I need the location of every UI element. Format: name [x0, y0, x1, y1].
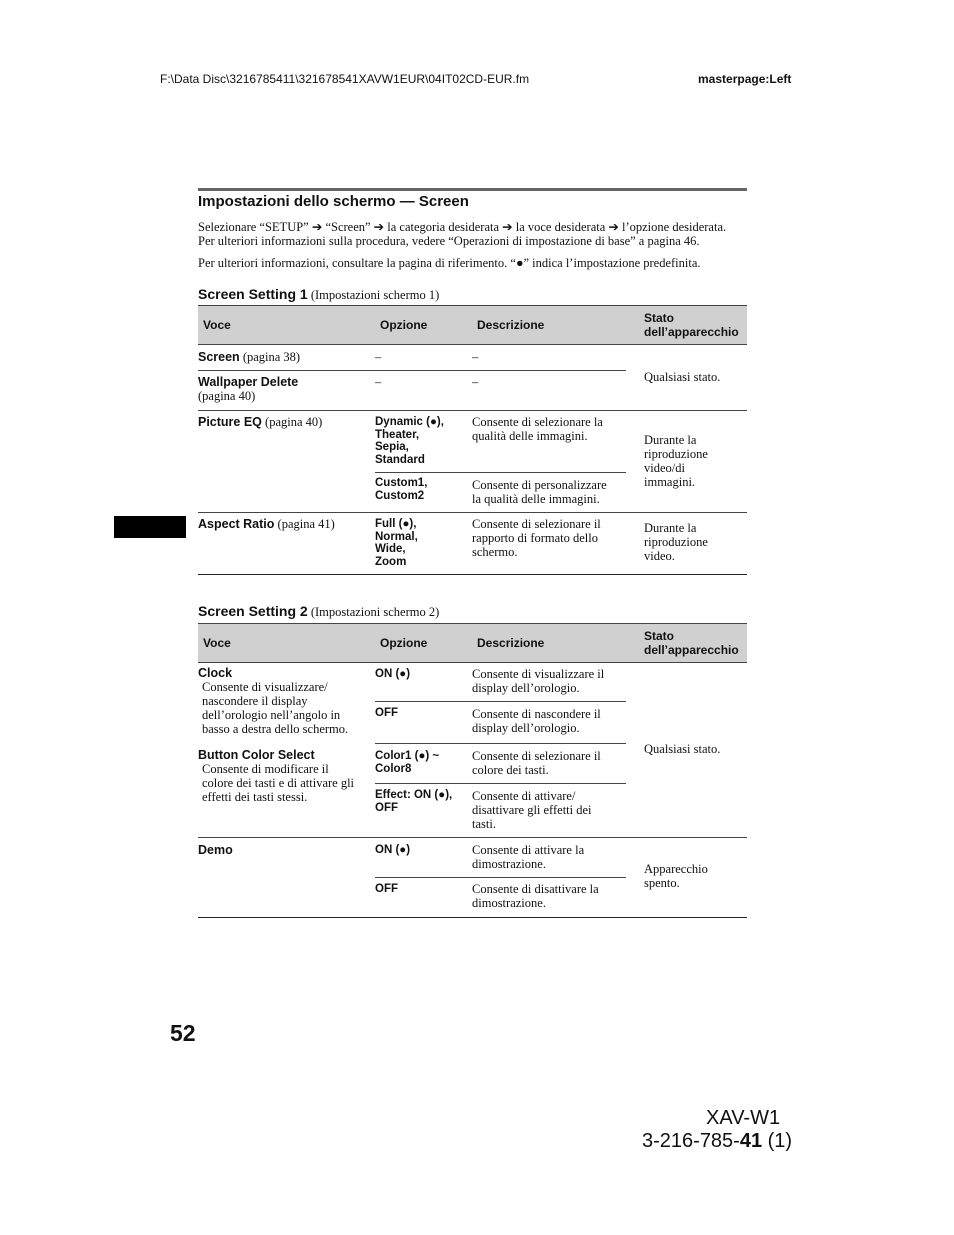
button-color-option-2	[375, 789, 452, 814]
intro-line-2: Per ulteriori informazioni sulla procedura, vedere “Operazioni di impostazione di base” a pagina 46.	[198, 234, 700, 248]
clock-label: Clock	[198, 666, 233, 680]
opt-line: OFF	[375, 801, 398, 814]
state-line: riproduzione	[644, 447, 708, 461]
wallpaper-label: Wallpaper Delete	[198, 375, 299, 389]
page-number: 52	[170, 1020, 196, 1046]
opt-line: Normal,	[375, 530, 418, 543]
desc-line: Consente di attivare/	[472, 789, 576, 803]
desc-line: Consente di selezionare il	[472, 517, 601, 531]
demo-option-off: OFF	[375, 883, 398, 895]
col-header-voce: Voce	[203, 636, 231, 650]
row-divider	[375, 743, 626, 744]
opt-line: Color8	[375, 762, 412, 775]
button-color-desc-2	[472, 789, 592, 831]
desc-line: Consente di selezionare il	[472, 749, 601, 763]
row-divider	[375, 701, 626, 702]
col-header-stato-l2: dell’apparecchio	[644, 643, 739, 657]
desc-line: dimostrazione.	[472, 857, 546, 871]
desc-line: display dell’orologio.	[472, 721, 580, 735]
row-divider	[198, 837, 747, 838]
row-screen-option: –	[375, 350, 382, 364]
aspect-state	[644, 521, 708, 563]
row-clock-name	[198, 666, 348, 736]
desc-line: Consente di visualizzare il	[472, 667, 605, 681]
row-divider	[375, 877, 626, 878]
demo-desc-on	[472, 843, 584, 871]
clock-desc-on	[472, 667, 604, 695]
clock-option-on: ON (●)	[375, 668, 411, 680]
row-button-color-name	[198, 748, 354, 804]
wallpaper-ref: (pagina 40)	[198, 389, 256, 403]
state-line: Durante la	[644, 433, 697, 447]
col-header-stato	[644, 629, 739, 657]
row-divider	[375, 472, 626, 473]
model-name: XAV-W1	[706, 1107, 781, 1129]
desc-line: nascondere il display	[202, 694, 308, 708]
desc-line: colore dei tasti e di attivare gli	[202, 776, 355, 790]
desc-line: Consente di disattivare la	[472, 882, 599, 896]
table2-title-bold: Screen Setting 2	[198, 603, 308, 619]
desc-line: rapporto di formato dello	[472, 531, 599, 545]
row-aspect-name	[198, 517, 335, 531]
desc-line: dell’orologio nell’angolo in	[202, 708, 341, 722]
section-rule	[198, 188, 747, 191]
clock-option-off: OFF	[375, 707, 398, 719]
picture-eq-option-2	[375, 477, 427, 502]
part-code-suffix: (1)	[762, 1130, 793, 1152]
state-line: spento.	[644, 876, 680, 890]
picture-eq-desc-1	[472, 415, 603, 443]
col-header-opzione: Opzione	[380, 636, 428, 650]
row-demo-name	[198, 843, 233, 857]
desc-line: qualità delle immagini.	[472, 429, 588, 443]
button-color-desc-1	[472, 749, 601, 777]
opt-line: Custom2	[375, 489, 425, 502]
aspect-desc	[472, 517, 601, 559]
part-code	[642, 1130, 792, 1153]
opt-line: Custom1,	[375, 477, 428, 489]
desc-line: colore dei tasti.	[472, 763, 549, 777]
desc-line: la qualità delle immagini.	[472, 492, 600, 506]
demo-label: Demo	[198, 843, 233, 857]
screen-ref: (pagina 38)	[242, 350, 301, 364]
demo-desc-off	[472, 882, 599, 910]
button-color-label: Button Color Select	[198, 748, 315, 762]
desc-line: effetti dei tasti stessi.	[202, 790, 308, 804]
col-header-stato-l1: Stato	[644, 311, 674, 325]
col-header-stato-l2: dell’apparecchio	[644, 325, 739, 339]
table1	[198, 305, 747, 577]
col-header-opzione: Opzione	[380, 318, 428, 332]
desc-line: tasti.	[472, 817, 496, 831]
table1-header	[198, 305, 747, 345]
aspect-option	[375, 518, 418, 568]
row-wallpaper-name	[198, 375, 298, 403]
state-line: riproduzione	[644, 535, 708, 549]
row-divider	[375, 783, 626, 784]
opt-line: Standard	[375, 453, 425, 466]
state-any-2: Qualsiasi stato.	[644, 742, 721, 756]
clock-description	[198, 680, 348, 736]
col-header-descrizione: Descrizione	[477, 636, 545, 650]
desc-line: schermo.	[472, 545, 518, 559]
demo-state	[644, 862, 708, 890]
button-color-description	[198, 762, 354, 804]
desc-line: Consente di modificare il	[202, 762, 329, 776]
picture-eq-ref: (pagina 40)	[265, 415, 323, 429]
opt-line: Dynamic (●),	[375, 416, 444, 428]
picture-eq-label: Picture EQ	[198, 415, 262, 429]
aspect-label: Aspect Ratio	[198, 517, 275, 531]
table2-header	[198, 623, 747, 663]
col-header-stato-l1: Stato	[644, 629, 674, 643]
table2-bottom-rule	[198, 917, 747, 918]
section-title: Impostazioni dello schermo — Screen	[198, 193, 469, 210]
row-divider	[198, 370, 626, 371]
opt-line: Wide,	[375, 543, 406, 555]
opt-line: Sepia,	[375, 441, 409, 453]
intro-paragraph-2: Per ulteriori informazioni, consultare la pagina di riferimento. “●” indica l’impostazione predefinita.	[198, 256, 701, 270]
row-screen-name	[198, 350, 300, 364]
aspect-ref: (pagina 41)	[277, 517, 335, 531]
desc-line: Consente di nascondere il	[472, 707, 601, 721]
masterpage-label: masterpage:Left	[698, 72, 792, 86]
part-code-bold: 41	[739, 1130, 763, 1152]
desc-line: basso a destra dello schermo.	[202, 722, 349, 736]
table1-subtitle: (Impostazioni schermo 1)	[310, 288, 440, 302]
screen-label: Screen	[198, 350, 240, 364]
intro-paragraph-1	[198, 220, 758, 248]
desc-line: Consente di visualizzare/	[202, 680, 328, 694]
state-line: Durante la	[644, 521, 697, 535]
col-header-descrizione: Descrizione	[477, 318, 545, 332]
table2-subtitle: (Impostazioni schermo 2)	[310, 605, 440, 619]
state-any-1: Qualsiasi stato.	[644, 370, 721, 384]
desc-line: disattivare gli effetti dei	[472, 803, 592, 817]
opt-line: Zoom	[375, 555, 407, 568]
desc-line: display dell’orologio.	[472, 681, 580, 695]
state-line: Apparecchio	[644, 862, 708, 876]
part-code-prefix: 3-216-785-	[642, 1130, 740, 1152]
col-header-voce: Voce	[203, 318, 231, 332]
opt-line: Theater,	[375, 428, 420, 441]
table1-title-bold: Screen Setting 1	[198, 286, 308, 302]
chapter-tab-marker	[114, 516, 186, 538]
clock-desc-off	[472, 707, 601, 735]
desc-line: Consente di personalizzare	[472, 478, 607, 492]
desc-line: Consente di attivare la	[472, 843, 585, 857]
row-wallpaper-option: –	[375, 375, 382, 389]
button-color-option-1	[375, 750, 439, 775]
intro-line-1: Selezionare “SETUP” ➔ “Screen” ➔ la categoria desiderata ➔ la voce desiderata ➔ l’opzione desiderata.	[198, 220, 727, 234]
opt-line: Color1 (●) ~	[375, 750, 440, 762]
row-divider	[198, 512, 747, 513]
picture-eq-desc-2	[472, 478, 607, 506]
col-header-stato	[644, 311, 739, 339]
row-screen-desc: –	[472, 350, 479, 364]
picture-eq-state	[644, 433, 708, 489]
row-divider	[198, 410, 747, 411]
state-line: video.	[644, 549, 675, 563]
desc-line: dimostrazione.	[472, 896, 546, 910]
table1-bottom-rule	[198, 574, 747, 575]
desc-line: Consente di selezionare la	[472, 415, 603, 429]
picture-eq-option-1	[375, 416, 444, 466]
row-picture-eq-name	[198, 415, 322, 429]
opt-line: Effect: ON (●),	[375, 789, 453, 801]
demo-option-on: ON (●)	[375, 844, 411, 856]
state-line: immagini.	[644, 475, 696, 489]
file-path-header: F:\Data Disc\3216785411\321678541XAVW1EUR\04IT02CD-EUR.fm	[160, 72, 530, 86]
table2	[198, 623, 747, 920]
state-line: video/di	[644, 461, 685, 475]
row-wallpaper-desc: –	[472, 375, 479, 389]
opt-line: Full (●),	[375, 518, 417, 530]
table2-title	[198, 603, 439, 620]
table1-title	[198, 286, 439, 303]
